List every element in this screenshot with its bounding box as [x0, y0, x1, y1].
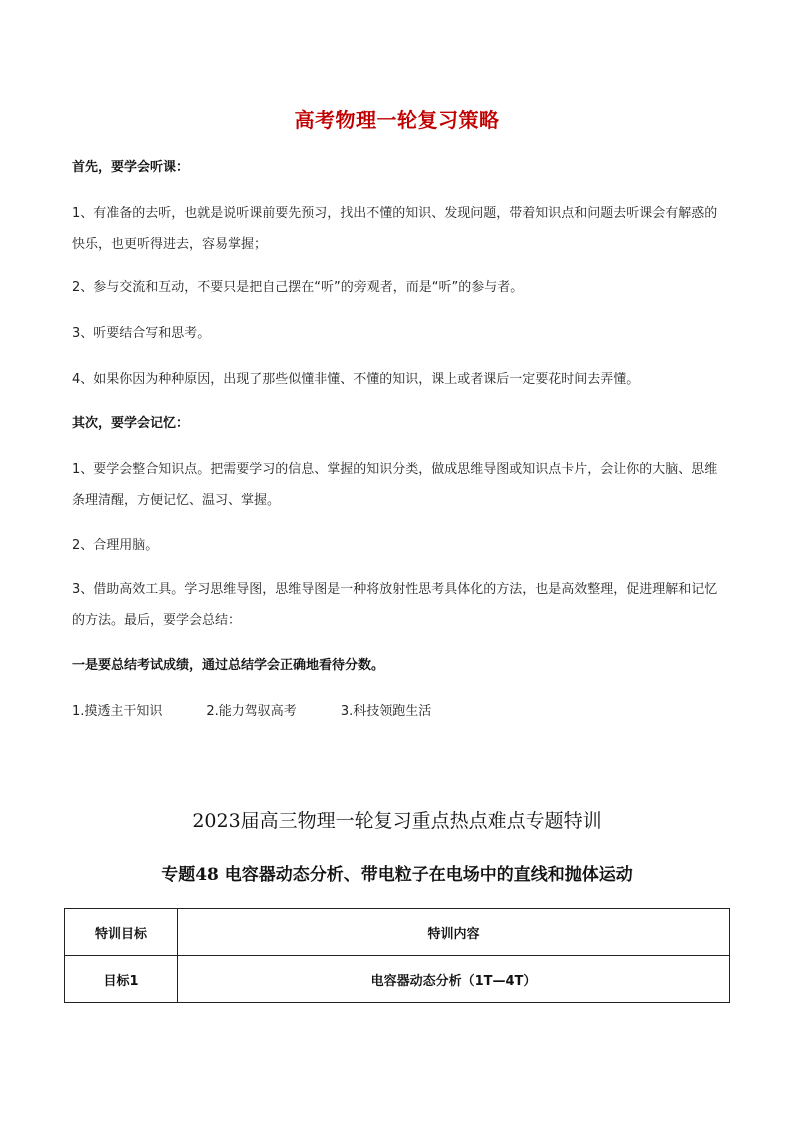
training-table	[64, 908, 730, 1003]
table-row	[65, 956, 730, 1003]
section1-heading: 首先，要学会听课：	[72, 160, 190, 175]
section1-item-3: 3、听要结合写和思考。	[72, 326, 211, 341]
section2-item-2: 2、合理用脑。	[72, 538, 159, 553]
section1-item-1: 1、有准备的去听，也就是说听课前要先预习，找出不懂的知识、发现问题，带着知识点和问题去听课会有解惑的快乐，也更听得进去，容易掌握；	[72, 206, 718, 252]
skill-item: 1.摸透主干知识	[72, 704, 163, 719]
table-cell: 目标1	[65, 956, 178, 1003]
table-header-cell: 特训目标	[65, 909, 178, 956]
section1-item-4: 4、如果你因为种种原因，出现了那些似懂非懂、不懂的知识，课上或者课后一定要花时间去弄懂。	[72, 372, 640, 387]
skill-item: 3.科技领跑生活	[340, 704, 432, 719]
document-title: 高考物理一轮复习策略	[294, 108, 500, 132]
section1-item-2: 2、参与交流和互动，不要只是把自己摆在“听”的旁观者，而是“听”的参与者。	[72, 280, 524, 295]
section2-item-1: 1、要学会整合知识点。把需要学习的信息、掌握的知识分类，做成思维导图或知识点卡片，会让你的大脑、思维条理清醒，方便记忆、温习、掌握。	[72, 462, 718, 508]
table-header-row	[65, 909, 730, 956]
topic-heading: 专题48 电容器动态分析、带电粒子在电场中的直线和抛体运动	[161, 865, 633, 885]
table-header-cell: 特训内容	[178, 909, 730, 956]
section2-item-3: 3、借助高效工具。学习思维导图，思维导图是一种将放射性思考具体化的方法，也是高效整理，促进理解和记忆的方法。最后，要学会总结：	[72, 582, 718, 628]
table-cell: 电容器动态分析（1T—4T）	[178, 956, 730, 1003]
main-heading: 2023届高三物理一轮复习重点热点难点专题特训	[192, 810, 602, 832]
skill-item: 2.能力驾驭高考	[206, 704, 297, 719]
summary-line: 一是要总结考试成绩，通过总结学会正确地看待分数。	[72, 658, 385, 673]
skills-row	[72, 700, 431, 724]
section2-heading: 其次，要学会记忆：	[72, 416, 190, 431]
